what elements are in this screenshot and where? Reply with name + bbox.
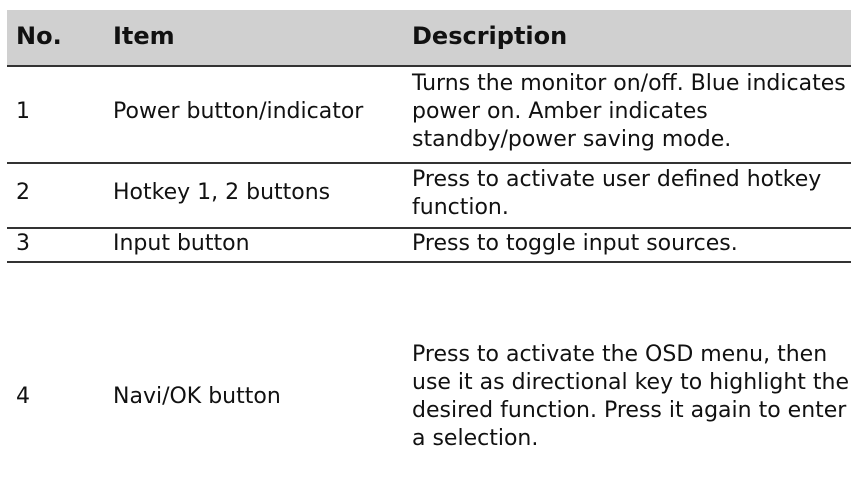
table-header <box>7 10 851 67</box>
header-item: Item <box>113 22 175 50</box>
table-row <box>7 67 851 164</box>
header-description: Description <box>412 22 568 50</box>
row-description: Press to toggle input sources. <box>412 231 738 256</box>
row-description: Press to activate the OSD menu, then use it as directional key to highlight the desired function. Press it again to enter a selection. <box>412 342 857 451</box>
header-no: No. <box>16 22 62 50</box>
table-row <box>7 229 851 263</box>
controls-table <box>7 10 857 498</box>
row-item: Power button/indicator <box>113 99 364 124</box>
row-item: Navi/OK button <box>113 384 281 409</box>
row-no: 3 <box>16 231 30 256</box>
row-item: Hotkey 1, 2 buttons <box>113 180 331 205</box>
row-no: 1 <box>16 99 30 124</box>
table-row <box>7 164 851 229</box>
row-description: Press to activate user defined hotkey function. <box>412 167 829 220</box>
row-no: 2 <box>16 180 30 205</box>
row-no: 4 <box>16 384 30 409</box>
row-item: Input button <box>113 231 250 256</box>
row-description: Turns the monitor on/off. Blue indicates power on. Amber indicates standby/power saving mode. <box>412 71 853 152</box>
table-row <box>7 263 857 498</box>
